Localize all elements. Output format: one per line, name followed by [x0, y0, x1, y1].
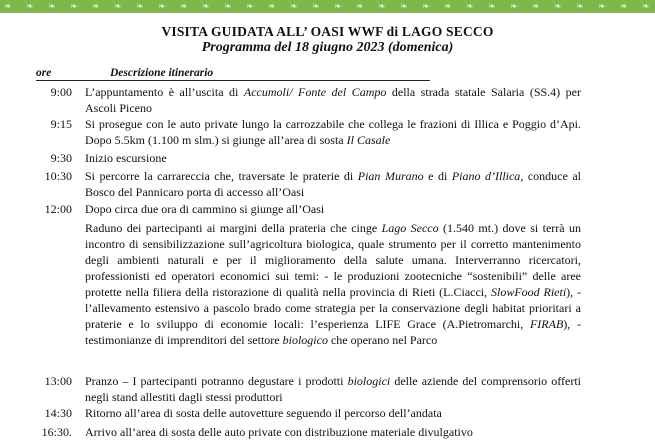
row-description: L’appuntamento è all’uscita di Accumoli/ Fonte del Campo della strada statale Salaria (SS.4) per Ascoli Piceno: [85, 85, 581, 115]
leaf-ornament-icon: ❧: [378, 2, 386, 12]
row-time: 16:30.: [41, 425, 72, 439]
leaf-ornament-icon: ❧: [114, 2, 122, 12]
header-rule: [36, 80, 430, 81]
row-time: 14:30: [44, 406, 72, 420]
row-time: 9:00: [50, 85, 72, 99]
leaf-ornament-icon: ❧: [268, 2, 276, 12]
leaf-ornament-icon: ❧: [642, 2, 650, 12]
row-description: Arrivo all’area di sosta delle auto private con distribuzione materiale divulgativo: [85, 425, 473, 439]
leaf-ornament-icon: ❧: [444, 2, 452, 12]
leaf-ornament-icon: ❧: [576, 2, 584, 12]
row-description: Si prosegue con le auto private lungo la carrozzabile che collega le frazioni di Illica e Poggio d’Api. Dopo 5.5km (1.100 m slm.) si giunge all’area di sosta Il Casale: [85, 117, 581, 147]
leaf-ornament-icon: ❧: [488, 2, 496, 12]
leaf-ornament-icon: ❧: [202, 2, 210, 12]
row-description: Pranzo – I partecipanti potranno degustare i prodotti biologici delle aziende del comprensorio offerti negli stand allestiti dagli stessi produttori: [85, 374, 581, 404]
leaf-ornament-icon: ❧: [48, 2, 56, 12]
row-time: 12:00: [44, 202, 72, 216]
leaf-ornament-icon: ❧: [334, 2, 342, 12]
leaf-ornament-icon: ❧: [4, 2, 12, 12]
leaf-ornament-icon: ❧: [400, 2, 408, 12]
leaf-ornament-icon: ❧: [290, 2, 298, 12]
row-description: Raduno dei partecipanti ai margini della prateria che cinge Lago Secco (1.540 mt.) dove si terrà un incontro di sensibilizzazione sull’agricoltura biologica, quale strumento per il corretto mantenimento degli ambienti naturali e per il miglioramento della salute umana. Interverranno ricercatori, professionisti ed operatori economici sui temi: - le produzioni zootecniche “sostenibili” delle aree protette nella filiera della ristorazione di qualità nella provincia di Rieti (L.Ciacci, SlowFood Rieti), - l’allevamento estensivo a pascolo brado come strategia per la conservazione degli habitat prioritari a praterie e lo sviluppo di economie locali: l’esperienza LIFE Grace (A.Pietromarchi, FIRAB), - testimonianze di imprenditori del settore biologico che operano nel Parco: [85, 221, 581, 347]
leaf-ornament-icon: ❧: [92, 2, 100, 12]
leaf-ornament-icon: ❧: [598, 2, 606, 12]
leaf-ornament-icon: ❧: [312, 2, 320, 12]
leaf-ornament-icon: ❧: [356, 2, 364, 12]
leaf-ornament-icon: ❧: [136, 2, 144, 12]
decorative-top-band: [0, 0, 655, 13]
row-description: Ritorno all’area di sosta delle autovetture seguendo il percorso dell’andata: [85, 406, 442, 420]
leaf-ornament-icon: ❧: [26, 2, 34, 12]
row-time: 9:30: [50, 151, 72, 165]
row-description: Inizio escursione: [85, 151, 167, 165]
leaf-ornament-icon: ❧: [246, 2, 254, 12]
leaf-ornament-icon: ❧: [554, 2, 562, 12]
leaf-ornament-icon: ❧: [620, 2, 628, 12]
row-time: 13:00: [44, 374, 72, 388]
leaf-ornament-icon: ❧: [180, 2, 188, 12]
row-description: Dopo circa due ora di cammino si giunge all’Oasi: [85, 202, 325, 216]
leaf-ornament-icon: ❧: [70, 2, 78, 12]
leaf-ornament-icon: ❧: [532, 2, 540, 12]
column-header-description: Descrizione itinerario: [110, 67, 214, 79]
column-header-time: ore: [36, 67, 52, 79]
leaf-ornament-icon: ❧: [158, 2, 166, 12]
leaf-ornament-icon: ❧: [510, 2, 518, 12]
leaf-ornament-icon: ❧: [422, 2, 430, 12]
row-time: 9:15: [50, 117, 72, 131]
document-title: VISITA GUIDATA ALL’ OASI WWF di LAGO SECCO: [161, 24, 494, 39]
leaf-ornament-icon: ❧: [466, 2, 474, 12]
document-subtitle: Programma del 18 giugno 2023 (domenica): [201, 40, 454, 55]
row-time: 10:30: [44, 169, 72, 183]
leaf-ornament-icon: ❧: [224, 2, 232, 12]
row-description: Si percorre la carrareccia che, traversate le praterie di Pian Murano e di Piano d’Illica, conduce al Bosco del Pannicaro porta di accesso all’Oasi: [85, 169, 581, 199]
